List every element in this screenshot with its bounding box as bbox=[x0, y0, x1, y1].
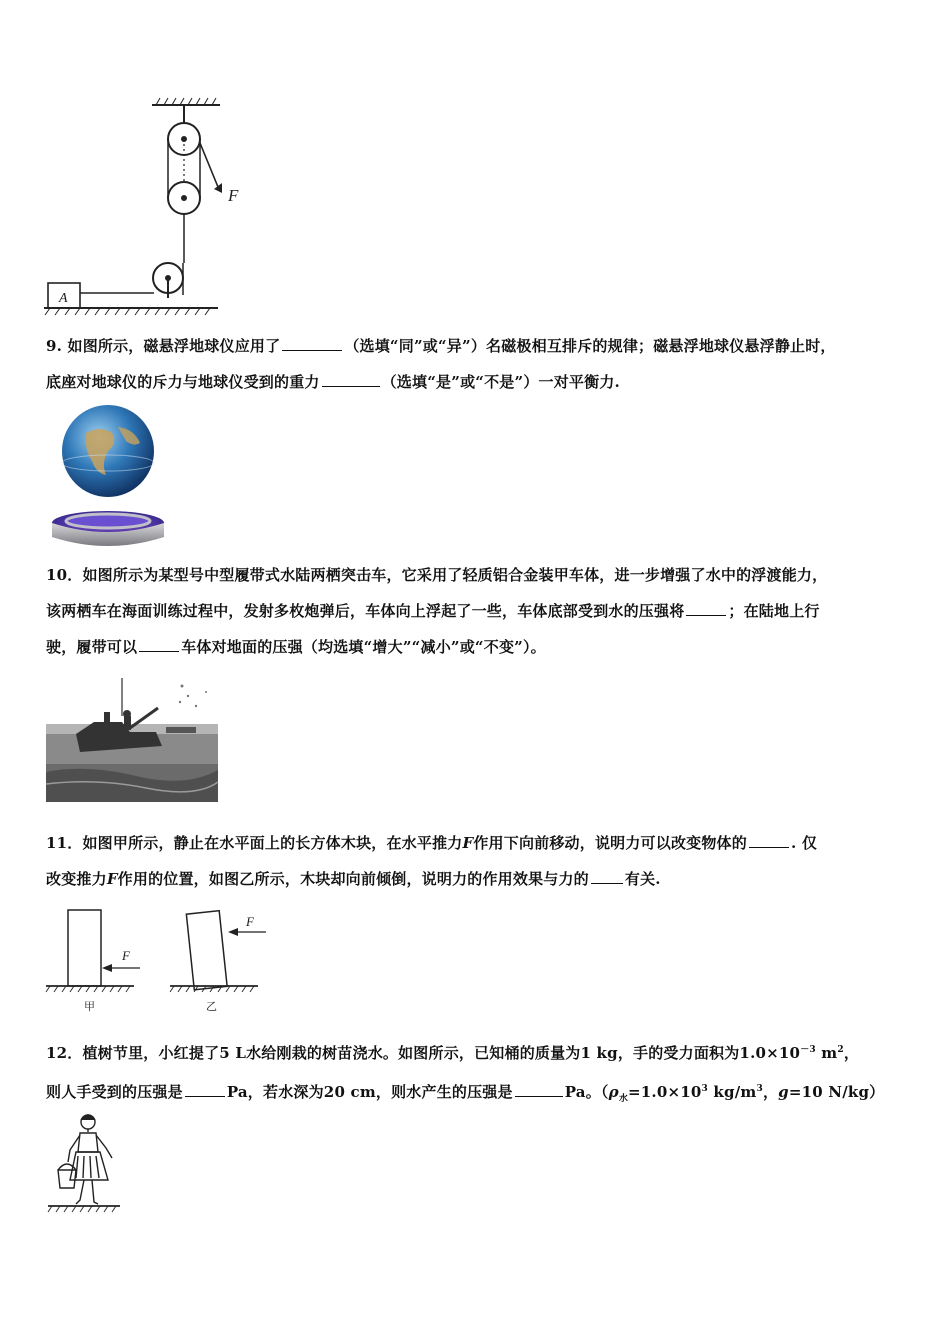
q11-number: 11． bbox=[46, 834, 83, 852]
q10-text: 如图所示为某型号中型履带式水陆两栖突击车，它采用了轻质铝合金装甲车体，进一步增强了水中的浮渡能力， bbox=[82, 566, 828, 584]
q11-text: 有关. bbox=[624, 870, 661, 888]
q9-text: （选填“是”或“不是”）一对平衡力. bbox=[381, 373, 620, 391]
figure-b-force-label: F bbox=[246, 914, 254, 929]
q12-number: 12． bbox=[46, 1044, 83, 1062]
q10-blank-2[interactable] bbox=[139, 633, 179, 652]
q11-text: . 仅 bbox=[790, 834, 818, 852]
q12-exponent: 3 bbox=[701, 1084, 708, 1094]
figure-a-label: 甲 bbox=[84, 1000, 95, 1013]
q11-force-symbol: F bbox=[106, 870, 118, 888]
q12-blank-1[interactable] bbox=[185, 1078, 225, 1097]
q10-blank-1[interactable] bbox=[686, 597, 726, 616]
q12-text: Pa，若水深为20 cm，则水产生的压强是 bbox=[226, 1083, 513, 1101]
block-label-A: A bbox=[59, 291, 68, 306]
question-9 bbox=[46, 328, 906, 400]
q10-line-1 bbox=[46, 557, 906, 593]
q9-text: 如图所示，磁悬浮地球仪应用了 bbox=[67, 337, 281, 355]
q9-blank-1[interactable] bbox=[282, 332, 342, 351]
q9-number: 9. bbox=[46, 337, 63, 355]
q12-text: Pa。（ bbox=[564, 1083, 609, 1101]
q12-exponent: 3 bbox=[756, 1084, 763, 1094]
girl-carrying-bucket-figure bbox=[46, 1108, 126, 1218]
amphibious-vehicle-photo bbox=[46, 672, 218, 802]
q12-exponent: －3 bbox=[800, 1045, 816, 1055]
question-10 bbox=[46, 557, 906, 665]
q11-force-symbol: F bbox=[462, 834, 474, 852]
q10-text: ；在陆地上行 bbox=[728, 602, 820, 620]
q12-rho-symbol: ρ bbox=[608, 1083, 619, 1101]
q12-text: 植树节里，小红提了5 L水给刚栽的树苗浇水。如图所示，已知桶的质量为1 kg，手的受力面积为1.0×10 bbox=[82, 1044, 801, 1062]
q12-text: =10 N/kg） bbox=[788, 1083, 885, 1101]
q11-text: 作用下向前移动，说明力可以改变物体的 bbox=[473, 834, 747, 852]
q10-text: 该两栖车在海面训练过程中，发射多枚炮弹后，车体向上浮起了一些，车体底部受到水的压强将 bbox=[46, 602, 685, 620]
q12-text: m bbox=[815, 1044, 838, 1062]
q11-text: 作用的位置，如图乙所示，木块却向前倾倒，说明力的作用效果与力的 bbox=[117, 870, 589, 888]
q10-line-2 bbox=[46, 593, 906, 629]
q9-text: （选填“同”或“异”）名磁极相互排斥的规律；磁悬浮地球仪悬浮静止时， bbox=[344, 337, 836, 355]
q12-exponent: 2 bbox=[837, 1045, 844, 1055]
q12-blank-2[interactable] bbox=[515, 1078, 563, 1097]
figure-b-label: 乙 bbox=[206, 1000, 217, 1013]
q12-g-symbol: g bbox=[778, 1083, 789, 1101]
q11-line-1 bbox=[46, 825, 906, 861]
question-11 bbox=[46, 825, 906, 897]
q9-line-2 bbox=[46, 364, 906, 400]
maglev-globe-image bbox=[46, 403, 170, 551]
q10-text: 车体对地面的压强（均选填“增大”“减小”或“不变”）。 bbox=[181, 638, 546, 656]
q11-line-2 bbox=[46, 861, 906, 897]
q11-blank-1[interactable] bbox=[749, 829, 789, 848]
q11-text: 如图甲所示，静止在水平面上的长方体木块，在水平推力 bbox=[82, 834, 463, 852]
q9-blank-2[interactable] bbox=[322, 368, 380, 387]
q12-text: ， bbox=[843, 1044, 860, 1062]
q12-line-1 bbox=[46, 1032, 906, 1071]
q11-text: 改变推力 bbox=[46, 870, 107, 888]
q12-text: 则人手受到的压强是 bbox=[46, 1083, 183, 1101]
wood-block-figures bbox=[46, 902, 276, 1022]
q12-subscript: 水 bbox=[618, 1094, 629, 1104]
q12-text: kg/m bbox=[708, 1083, 757, 1101]
q10-line-3 bbox=[46, 629, 906, 665]
pulley-diagram bbox=[40, 95, 270, 320]
q11-blank-2[interactable] bbox=[591, 865, 623, 884]
q10-number: 10． bbox=[46, 566, 83, 584]
figure-a-force-label: F bbox=[122, 948, 130, 963]
q10-text: 驶，履带可以 bbox=[46, 638, 138, 656]
q12-text: ， bbox=[762, 1083, 779, 1101]
force-label-F: F bbox=[228, 186, 239, 205]
question-12 bbox=[46, 1032, 906, 1117]
q9-line-1 bbox=[46, 328, 906, 364]
q12-line-2 bbox=[46, 1071, 906, 1117]
q12-text: =1.0×10 bbox=[628, 1083, 702, 1101]
q9-text: 底座对地球仪的斥力与地球仪受到的重力 bbox=[46, 373, 320, 391]
